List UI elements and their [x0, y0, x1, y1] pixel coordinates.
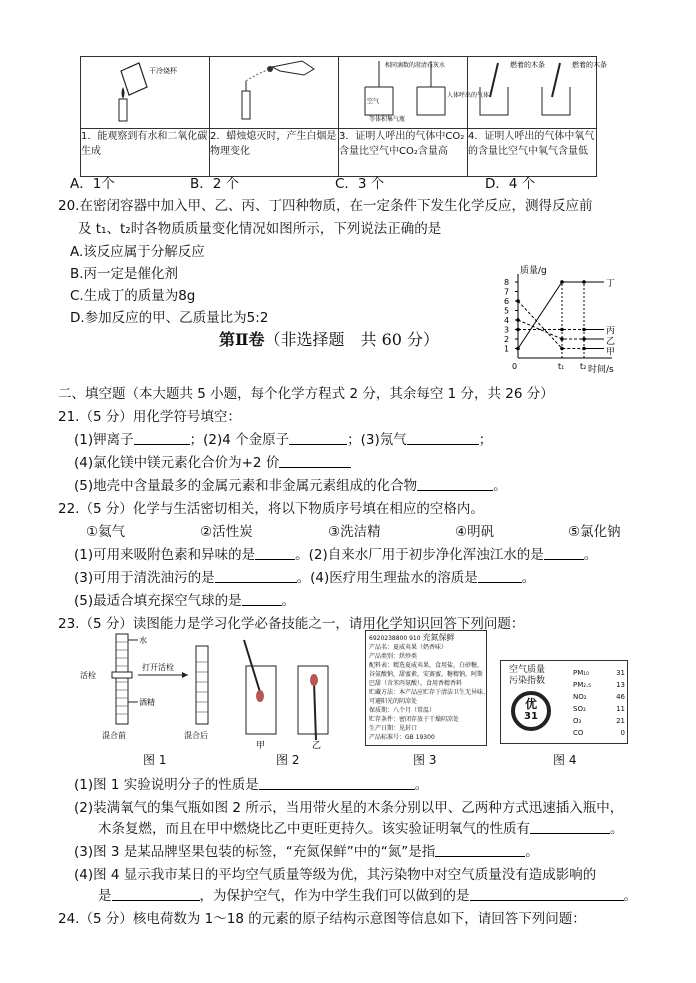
fig1-open-label: 打开活栓: [142, 663, 174, 672]
q23-q2b: 木条复燃，而且在甲中燃烧比乙中更旺更持久。该实验证明氧气的性质有: [98, 821, 530, 837]
part2-header: 二、填空题（本大题共 5 小题，每个化学方程式 2 分，其余每空 1 分，共 26 分）: [58, 386, 554, 402]
figure2-oxygen-bottles: [232, 636, 342, 751]
fig4-row: [573, 667, 625, 679]
q22-stem: 22.（5 分）化学与生活密切相关，将以下物质序号填在相应的空格内。: [58, 501, 484, 517]
q22-item-3: ③洗洁精: [328, 524, 381, 540]
q21-l1d: ；: [478, 432, 493, 448]
data-point: [516, 347, 520, 351]
q22-item-5: ⑤氯化钠: [568, 524, 621, 540]
y-tick-label: 4: [504, 316, 510, 325]
fig4-pollutant-value: 21: [616, 717, 625, 725]
fig2-caption: 图 2: [276, 753, 300, 767]
fig4-title: [509, 665, 545, 687]
q20-option-a: A.该反应属于分解反应: [70, 244, 205, 260]
q21-l3: (5)地壳中含量最多的金属元素和非金属元素组成的化合物: [74, 478, 418, 494]
fig1-water-label: 水: [139, 636, 147, 645]
q19-option-c: C．3 个: [335, 176, 385, 192]
q23-blank3[interactable]: [435, 843, 525, 857]
q22-l1c: 。: [583, 547, 598, 563]
y-tick-label: 1: [504, 344, 510, 354]
q21-stem: 21.（5 分）用化学符号填空：: [58, 409, 241, 425]
exp2-caption: 2．蜡烛熄灭时，产生白烟是物理变化: [210, 129, 339, 177]
fig3-line: 贮存条件：密闭存放于干燥阴凉处: [369, 716, 460, 723]
q21-blank2[interactable]: [289, 431, 347, 445]
fig3-title: 充氮保鲜: [422, 633, 455, 642]
bottle-bottom-label: 等体积集气瓶: [369, 116, 406, 123]
fig3-line: 产品类别：烘炒类: [369, 653, 418, 660]
fig1-caption: 图 1: [143, 753, 167, 767]
section-main-title: 第Ⅱ卷: [219, 330, 265, 349]
q23-q3a: (3)图 3 是某品牌坚果包装的标签，“充氮保鲜”中的“氮”是指: [74, 844, 436, 860]
q22-line2: [74, 569, 535, 587]
fig3-barcode: 6920238800: [369, 635, 408, 642]
fig4-pollutant-name: O₃: [573, 717, 582, 725]
q20-stem-line2: 及 t₁、t₂时各物质质量变化情况如图所示，下列说法正确的是: [78, 221, 442, 237]
series-label: 甲: [606, 347, 616, 358]
experiment-table: [80, 56, 607, 177]
fig3-line: 产品标准号：GB 19300: [369, 734, 435, 741]
q23-line4b: [98, 887, 637, 905]
q22-line3: [74, 592, 295, 610]
fig1-before-label: 混合前: [102, 731, 126, 740]
fig4-caption: 图 4: [553, 753, 577, 767]
exp3-image-cell: [339, 57, 490, 129]
q23-stem: 23.（5 分）读图能力是学习化学必备技能之一，请用化学知识回答下列问题：: [58, 616, 525, 632]
fig3-line: 配料表：精选夏威夷果，食用盐，白砂糖，: [369, 662, 484, 669]
fig4-index-dial: [511, 691, 551, 731]
fig3-line: 可避阳光的阴凉处: [369, 698, 418, 705]
section-heading: [219, 327, 439, 350]
tube-before: [116, 634, 128, 724]
data-point: [560, 337, 564, 341]
fig4-title-line1: 空气质量: [509, 665, 546, 675]
breath-label: 人体呼出的气体: [447, 92, 490, 99]
y-tick-label: 5: [504, 306, 510, 316]
section-subtitle: （非选择题 共 60 分）: [264, 330, 440, 349]
q23-q4c: ，为保护空气，作为中学生我们可以做到的是: [199, 888, 470, 904]
series-label: 丙: [606, 326, 616, 337]
exp1-caption: 1．能观察到有水和二氧化碳生成: [81, 129, 210, 177]
q23-blank2[interactable]: [530, 820, 610, 834]
q22-blank5[interactable]: [242, 592, 282, 606]
exp4-image-cell: [468, 57, 607, 129]
data-point: [516, 318, 520, 322]
y-tick-label: 2: [504, 335, 510, 344]
fig4-title-line2: 污染指数: [509, 676, 546, 686]
fig4-value: 31: [524, 711, 538, 722]
y-axis-label: 质量/g: [520, 266, 547, 276]
q23-line3: [74, 843, 539, 861]
bottles-top-label: 相同滴数的澄清石灰水: [385, 62, 446, 69]
q21-l1c: ；(3)氖气: [347, 432, 407, 448]
stick2-label: 燃着的木条: [572, 61, 607, 69]
candle-cup-illustration: [81, 57, 209, 123]
q22-blank1[interactable]: [255, 546, 295, 560]
exp3-caption: 3．证明人呼出的气体中CO₂含量比空气中CO₂含量高: [339, 129, 468, 177]
q23-line4a: (4)图 4 显示我市某日的平均空气质量等级为优，其污染物中对空气质量没有造成影响的: [74, 867, 597, 883]
cup-label: 干冷烧杯: [149, 67, 177, 75]
fig4-row: [573, 691, 625, 703]
figure4-air-quality-panel: [500, 660, 628, 744]
fig1-after-label: 混合后: [184, 731, 208, 740]
fig3-line: 谷氨酸钠，甜蜜素，安赛蜜，糖精钠，阿斯: [369, 671, 484, 678]
q20-option-c: C.生成丁的质量为8g: [70, 288, 196, 304]
fig1-alcohol-label: 酒精: [139, 698, 155, 707]
fig4-pollutant-name: SO₂: [573, 705, 586, 713]
y-tick-label: 3: [504, 325, 510, 335]
fig3-lines: [369, 643, 490, 742]
q22-blank4[interactable]: [478, 569, 522, 583]
fig3-number: 910: [409, 635, 421, 642]
y-tick-label: 6: [504, 297, 510, 306]
fig3-line: 生产日期：见封口: [369, 725, 418, 732]
fig3-line: 产品名：夏威夷果（奶香味）: [369, 644, 448, 651]
fig3-line: 贮藏方法：本产品应贮存于清洁卫生无异味、: [369, 689, 490, 696]
fig4-pollutant-value: 13: [616, 681, 625, 689]
figure3-product-label: [365, 630, 490, 746]
data-point: [516, 299, 520, 303]
fig3-line: 巴甜（含苯丙氨酸），食用香精香料: [369, 680, 463, 687]
stick1-label: 燃着的木条: [510, 61, 545, 69]
q23-blank1[interactable]: [259, 776, 415, 790]
fig1-valve-label: 活栓: [80, 671, 96, 680]
q20-stem-line1: 20.在密闭容器中加入甲、乙、丙、丁四种物质，在一定条件下发生化学反应，测得反应前: [58, 198, 593, 214]
q22-l1a: (1)可用来吸附色素和异味的是: [74, 547, 256, 563]
q22-item-4: ④明矾: [455, 524, 495, 540]
fig4-pollutant-name: PM₂.₅: [573, 681, 592, 689]
series-label: 乙: [606, 337, 616, 347]
exp1-image-cell: [81, 57, 210, 129]
q21-blank3[interactable]: [407, 431, 479, 445]
x-axis-label: 时间/s: [588, 365, 614, 375]
q22-l2c: 。: [521, 570, 536, 586]
data-point: [560, 347, 564, 351]
data-point: [560, 328, 564, 332]
limewater-bottles-illustration: [339, 57, 490, 123]
figure1-diffusion-tubes: [76, 632, 226, 742]
fig4-row: [573, 715, 625, 727]
exp2-image-cell: [210, 57, 339, 129]
q21-line2: [74, 454, 351, 472]
q23-q4d: 。: [623, 888, 637, 904]
q22-line1: [74, 546, 597, 564]
fig4-pollutant-value: 31: [616, 669, 625, 677]
fig4-row: [573, 679, 625, 691]
q19-option-d: D．4 个: [485, 176, 536, 192]
q21-line3: [74, 477, 507, 495]
q23-line2b: [98, 820, 624, 838]
q23-line1: [74, 776, 428, 794]
fig4-pollutant-value: 46: [616, 693, 625, 701]
extinguished-candle-illustration: [210, 57, 338, 123]
q22-l2a: (3)可用于清洗油污的是: [74, 570, 215, 586]
q23-blank5[interactable]: [470, 887, 624, 901]
valve-shape: [112, 672, 132, 678]
fig4-row: [573, 727, 625, 739]
y-tick-label: 7: [504, 287, 510, 297]
fig3-header: [369, 633, 483, 643]
mass-time-chart: [500, 262, 630, 377]
q21-blank5[interactable]: [417, 477, 493, 491]
fig3-line: 保质期：八个月（常温）: [369, 707, 436, 714]
q22-l3b: 。: [281, 593, 296, 609]
q23-q2c: 。: [610, 821, 624, 837]
series-label: 丁: [606, 279, 616, 289]
q23-blank4[interactable]: [112, 887, 200, 901]
q23-q4b: 是: [98, 888, 112, 904]
x-tick-label: t₂: [580, 362, 587, 371]
q21-l1a: (1)钾离子: [74, 432, 134, 448]
q23-line2a: (2)装满氧气的集气瓶如图 2 所示，当用带火星的木条分别以甲、乙两种方式迅速插入瓶中，: [74, 800, 624, 816]
exp4-caption: 4．证明人呼出的气体中氧气的含量比空气中氧气含量低: [468, 129, 597, 177]
fig4-pollutant-name: PM₁₀: [573, 669, 589, 677]
q21-l1b: ；(2)4 个金原子: [189, 432, 290, 448]
q23-q1a: (1)图 1 实验说明分子的性质是: [74, 777, 259, 793]
y-tick-label: 8: [504, 278, 510, 287]
q23-q3b: 。: [525, 844, 539, 860]
q22-l1b: 。(2)自来水厂用于初步净化浑浊江水的是: [295, 547, 544, 563]
q23-q1b: 。: [414, 777, 429, 793]
q22-item-2: ②活性炭: [200, 524, 253, 540]
q20-option-b: B.丙一定是催化剂: [70, 266, 179, 282]
data-point: [516, 328, 520, 332]
fig4-row: [573, 703, 625, 715]
q22-l2b: 。(4)医疗用生理盐水的溶质是: [296, 570, 478, 586]
q21-blank4[interactable]: [279, 454, 351, 468]
q19-option-b: B．2 个: [190, 176, 240, 192]
fig4-pollutant-name: CO: [573, 729, 584, 737]
fig2-jia-label: 甲: [256, 741, 266, 751]
fig4-pollutant-value: 0: [620, 729, 625, 737]
q21-line1: [74, 431, 492, 449]
fig4-pollutant-name: NO₂: [573, 693, 587, 701]
q22-blank3[interactable]: [215, 569, 297, 583]
air-label: 空气: [367, 98, 380, 105]
burning-sticks-illustration: [468, 57, 607, 123]
q21-end: 。: [493, 478, 507, 494]
q22-item-1: ①氦气: [86, 524, 126, 540]
q19-option-a: A．1个: [70, 176, 115, 192]
data-point: [560, 280, 564, 284]
q24-stem: 24.（5 分）核电荷数为 1～18 的元素的原子结构示意图等信息如下，请回答下列问题：: [58, 911, 586, 927]
q21-l2: (4)氯化镁中镁元素化合价为+2 价: [74, 455, 280, 471]
fig2-yi-label: 乙: [312, 741, 322, 751]
fig4-pollutant-rows: [573, 667, 625, 739]
q22-blank2[interactable]: [544, 546, 584, 560]
q20-option-d: D.参加反应的甲、乙质量比为5:2: [70, 310, 269, 326]
fig4-pollutant-value: 11: [616, 705, 625, 713]
x-tick-label: 0: [512, 362, 518, 371]
x-tick-label: t₁: [558, 362, 565, 371]
fig4-grade: 优: [524, 697, 537, 711]
fig3-caption: 图 3: [413, 753, 437, 767]
q21-blank1[interactable]: [134, 431, 190, 445]
q22-l3a: (5)最适合填充探空气球的是: [74, 593, 242, 609]
